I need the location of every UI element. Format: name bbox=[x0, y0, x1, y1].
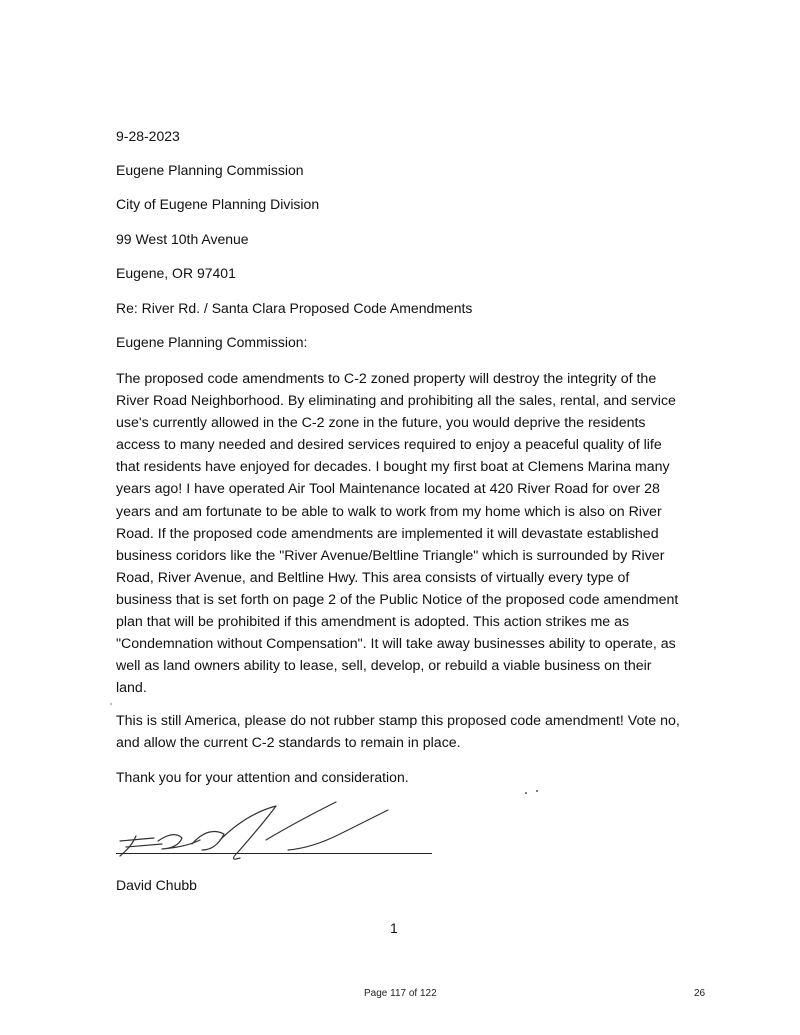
recipient-line-1: Eugene Planning Commission bbox=[116, 162, 304, 178]
salutation: Eugene Planning Commission: bbox=[116, 334, 308, 350]
recipient-line-3: 99 West 10th Avenue bbox=[116, 231, 249, 247]
letter-date: 9-28-2023 bbox=[116, 128, 180, 144]
scan-speck bbox=[110, 703, 112, 705]
signer-name: David Chubb bbox=[116, 877, 197, 893]
body-paragraph-2: This is still America, please do not rubber stamp this proposed code amendment! Vote no, and allow the current C-2 standards to remain in place. bbox=[116, 713, 680, 752]
closing: Thank you for your attention and consideration. bbox=[116, 769, 409, 785]
signature-line bbox=[116, 853, 432, 854]
body-paragraph-1: The proposed code amendments to C-2 zoned property will destroy the integrity of the River Road Neighborhood. By eliminating and prohibiting all the sales, rental, and service use's currently allowed in the C-2 zone in the future, you would deprive the residents access to many needed and desired services required to enjoy a peaceful quality of life that residents have enjoyed for decades. I bought my first boat at Clemens Marina many years ago! I have operated Air Tool Maintenance located at 420 River Road for over 28 years and am fortunate to be able to walk to work from my home which is also on River Road. If the proposed code amendments are implemented it will devastate established business coridors like the "River Avenue/Beltline Triangle" which is surrounded by River Road, River Avenue, and Beltline Hwy. This area consists of virtually every type of business that is set forth on page 2 of the Public Notice of the proposed code amendment plan that will be prohibited if this amendment is adopted. This action strikes me as "Condemnation without Compensation". It will take away businesses ability to operate, as well as land owners ability to lease, sell, develop, or rebuild a viable business on their land. bbox=[116, 371, 679, 697]
scan-speck bbox=[525, 792, 527, 794]
recipient-line-2: City of Eugene Planning Division bbox=[116, 196, 320, 212]
scan-speck bbox=[536, 790, 538, 792]
recipient-line-4: Eugene, OR 97401 bbox=[116, 265, 236, 281]
footer-packet-number: 26 bbox=[694, 988, 706, 999]
subject-line: Re: River Rd. / Santa Clara Proposed Code Amendments bbox=[116, 300, 473, 316]
letter-page-number: 1 bbox=[390, 920, 398, 936]
footer-page-count: Page 117 of 122 bbox=[364, 988, 437, 999]
